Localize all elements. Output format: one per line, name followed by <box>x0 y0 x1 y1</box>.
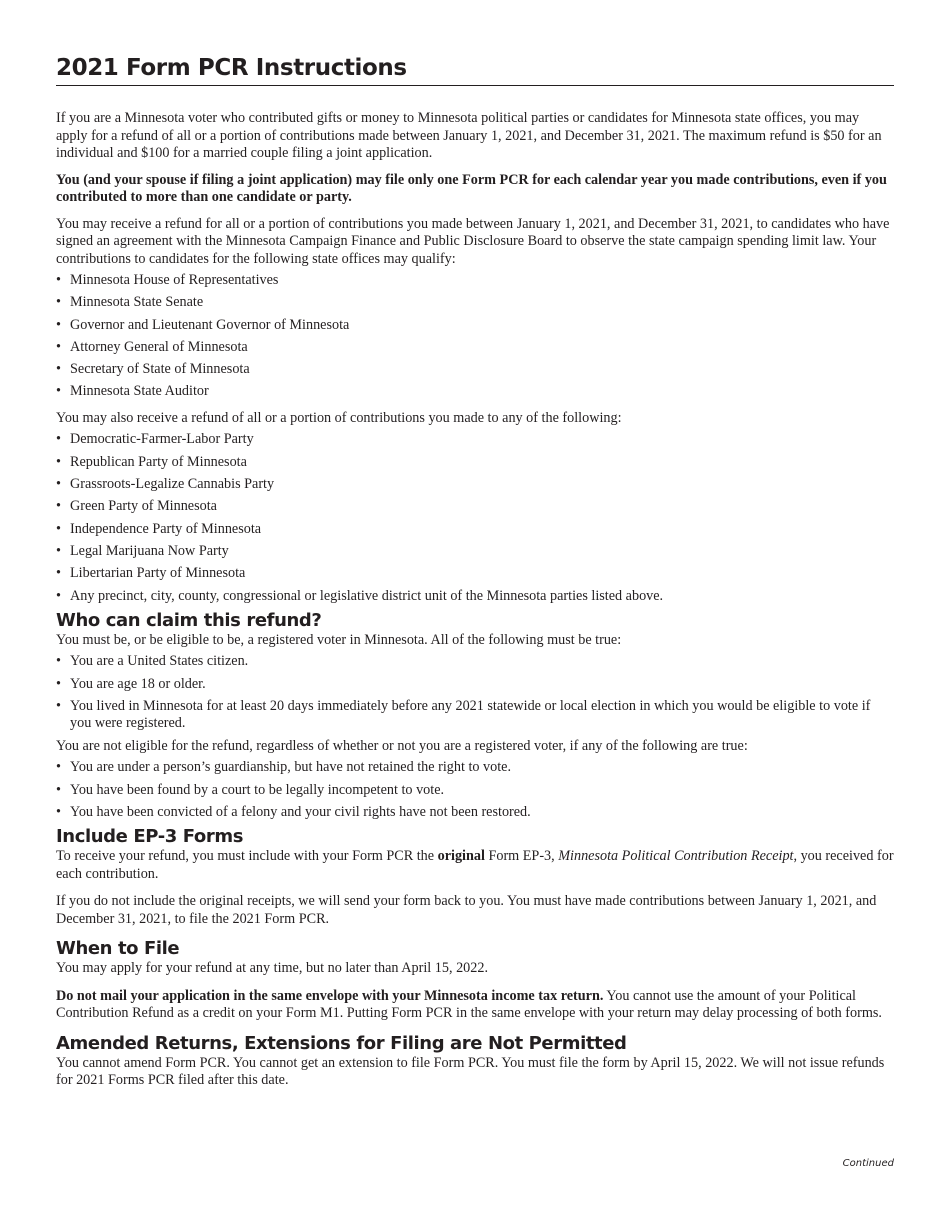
bullet-icon: • <box>56 316 61 333</box>
bullet-icon: • <box>56 520 61 537</box>
parties-list <box>56 431 894 605</box>
bullet-icon: • <box>56 498 61 515</box>
bullet-icon: • <box>56 542 61 559</box>
who-intro: You must be, or be eligible to be, a registered voter in Minnesota. All of the following must be true: <box>56 631 622 648</box>
continued-label: Continued <box>842 1158 894 1169</box>
list-item: • Secretary of State of Minnesota <box>56 361 250 378</box>
ep3-heading: Include EP-3 Forms <box>56 826 244 848</box>
bullet-icon: • <box>56 587 61 604</box>
bullet-icon: • <box>56 803 61 820</box>
ep3-paragraph-1: To receive your refund, you must include with your Form PCR the original Form EP-3, Minnesota Political Contribution Receipt, you received for each contribution. <box>56 848 894 882</box>
list-item: • You lived in Minnesota for at least 20 days immediately before any 2021 statewide or local election in which you would be eligible to vote if you were registered. <box>56 697 871 732</box>
list-item: • Minnesota State Senate <box>56 294 204 311</box>
bullet-icon: • <box>56 453 61 470</box>
ineligible-intro: You are not eligible for the refund, regardless of whether or not you are a registered voter, if any of the following are true: <box>56 737 748 754</box>
when-paragraph-2: Do not mail your application in the same envelope with your Minnesota income tax return. You cannot use the amount of your Political Contribution Refund as a credit on your Form M1. Putting Form PCR in the same envelope with your return may delay processing of both forms. <box>56 987 882 1022</box>
document-page <box>56 54 894 1090</box>
list-item: • Governor and Lieutenant Governor of Minnesota <box>56 316 350 333</box>
amended-heading: Amended Returns, Extensions for Filing are Not Permitted <box>56 1032 627 1054</box>
list-item: • Minnesota House of Representatives <box>56 272 279 288</box>
list-item: • Attorney General of Minnesota <box>56 338 248 355</box>
ep3-paragraph-2: If you do not include the original receipts, we will send your form back to you. You must have made contributions between January 1, 2021, and December 31, 2021, to file the 2021 Form PCR. <box>56 893 877 927</box>
bullet-icon: • <box>56 383 61 400</box>
bullet-icon: • <box>56 781 61 798</box>
one-form-notice: You (and your spouse if filing a joint application) may file only one Form PCR for each calendar year you made contributions, even if you contributed to more than one candidate or party. <box>56 171 887 205</box>
offices-list <box>56 272 894 401</box>
page-title: 2021 Form PCR Instructions <box>56 54 894 86</box>
list-item: • You have been convicted of a felony and your civil rights have not been restored. <box>56 803 531 820</box>
list-item: • You have been found by a court to be legally incompetent to vote. <box>56 781 445 798</box>
intro-paragraph: If you are a Minnesota voter who contributed gifts or money to Minnesota political parties or candidates for Minnesota state offices, you may apply for a refund of all or a portion of contributions made between January 1, 2021, and December 31, 2021. The maximum refund is $50 for an individual and $100 for a married couple filing a joint application. <box>56 110 882 161</box>
list-item: • You are age 18 or older. <box>56 675 206 692</box>
candidates-intro: You may receive a refund for all or a portion of contributions you made between January 1, 2021, and December 31, 2021, to candidates who have signed an agreement with the Minnesota Campaign Finance and Public Disclosure Board to observe the state campaign spending limit law. Your contributions to candidates for the following state offices may qualify: <box>56 215 890 267</box>
when-paragraph-1: You may apply for your refund at any time, but no later than April 15, 2022. <box>56 960 488 977</box>
bullet-icon: • <box>56 431 61 448</box>
bullet-icon: • <box>56 272 61 288</box>
parties-intro: You may also receive a refund of all or a portion of contributions you made to any of the following: <box>56 409 622 426</box>
requirements-list <box>56 653 894 733</box>
list-item: • Green Party of Minnesota <box>56 498 217 515</box>
bullet-icon: • <box>56 675 61 692</box>
list-item: • Any precinct, city, county, congressional or legislative district unit of the Minnesota parties listed above. <box>56 587 664 604</box>
list-item: • Libertarian Party of Minnesota <box>56 565 246 582</box>
list-item: • Grassroots-Legalize Cannabis Party <box>56 476 275 493</box>
list-item: • Republican Party of Minnesota <box>56 453 247 470</box>
bullet-icon: • <box>56 697 61 714</box>
bullet-icon: • <box>56 294 61 311</box>
bullet-icon: • <box>56 476 61 493</box>
list-item: • Independence Party of Minnesota <box>56 520 262 537</box>
bullet-icon: • <box>56 565 61 582</box>
bullet-icon: • <box>56 759 61 776</box>
ineligible-list <box>56 759 894 821</box>
list-item: • You are under a person’s guardianship, but have not retained the right to vote. <box>56 759 512 776</box>
list-item: • Democratic-Farmer-Labor Party <box>56 431 254 448</box>
when-heading: When to File <box>56 938 180 960</box>
amended-paragraph: You cannot amend Form PCR. You cannot get an extension to file Form PCR. You must file the form by April 15, 2022. We will not issue refunds for 2021 Forms PCR filed after this date. <box>56 1054 885 1089</box>
bullet-icon: • <box>56 653 61 670</box>
list-item: • Minnesota State Auditor <box>56 383 209 400</box>
bullet-icon: • <box>56 338 61 355</box>
bullet-icon: • <box>56 361 61 378</box>
list-item: • You are a United States citizen. <box>56 653 249 670</box>
list-item: • Legal Marijuana Now Party <box>56 542 229 559</box>
who-heading: Who can claim this refund? <box>56 609 322 631</box>
